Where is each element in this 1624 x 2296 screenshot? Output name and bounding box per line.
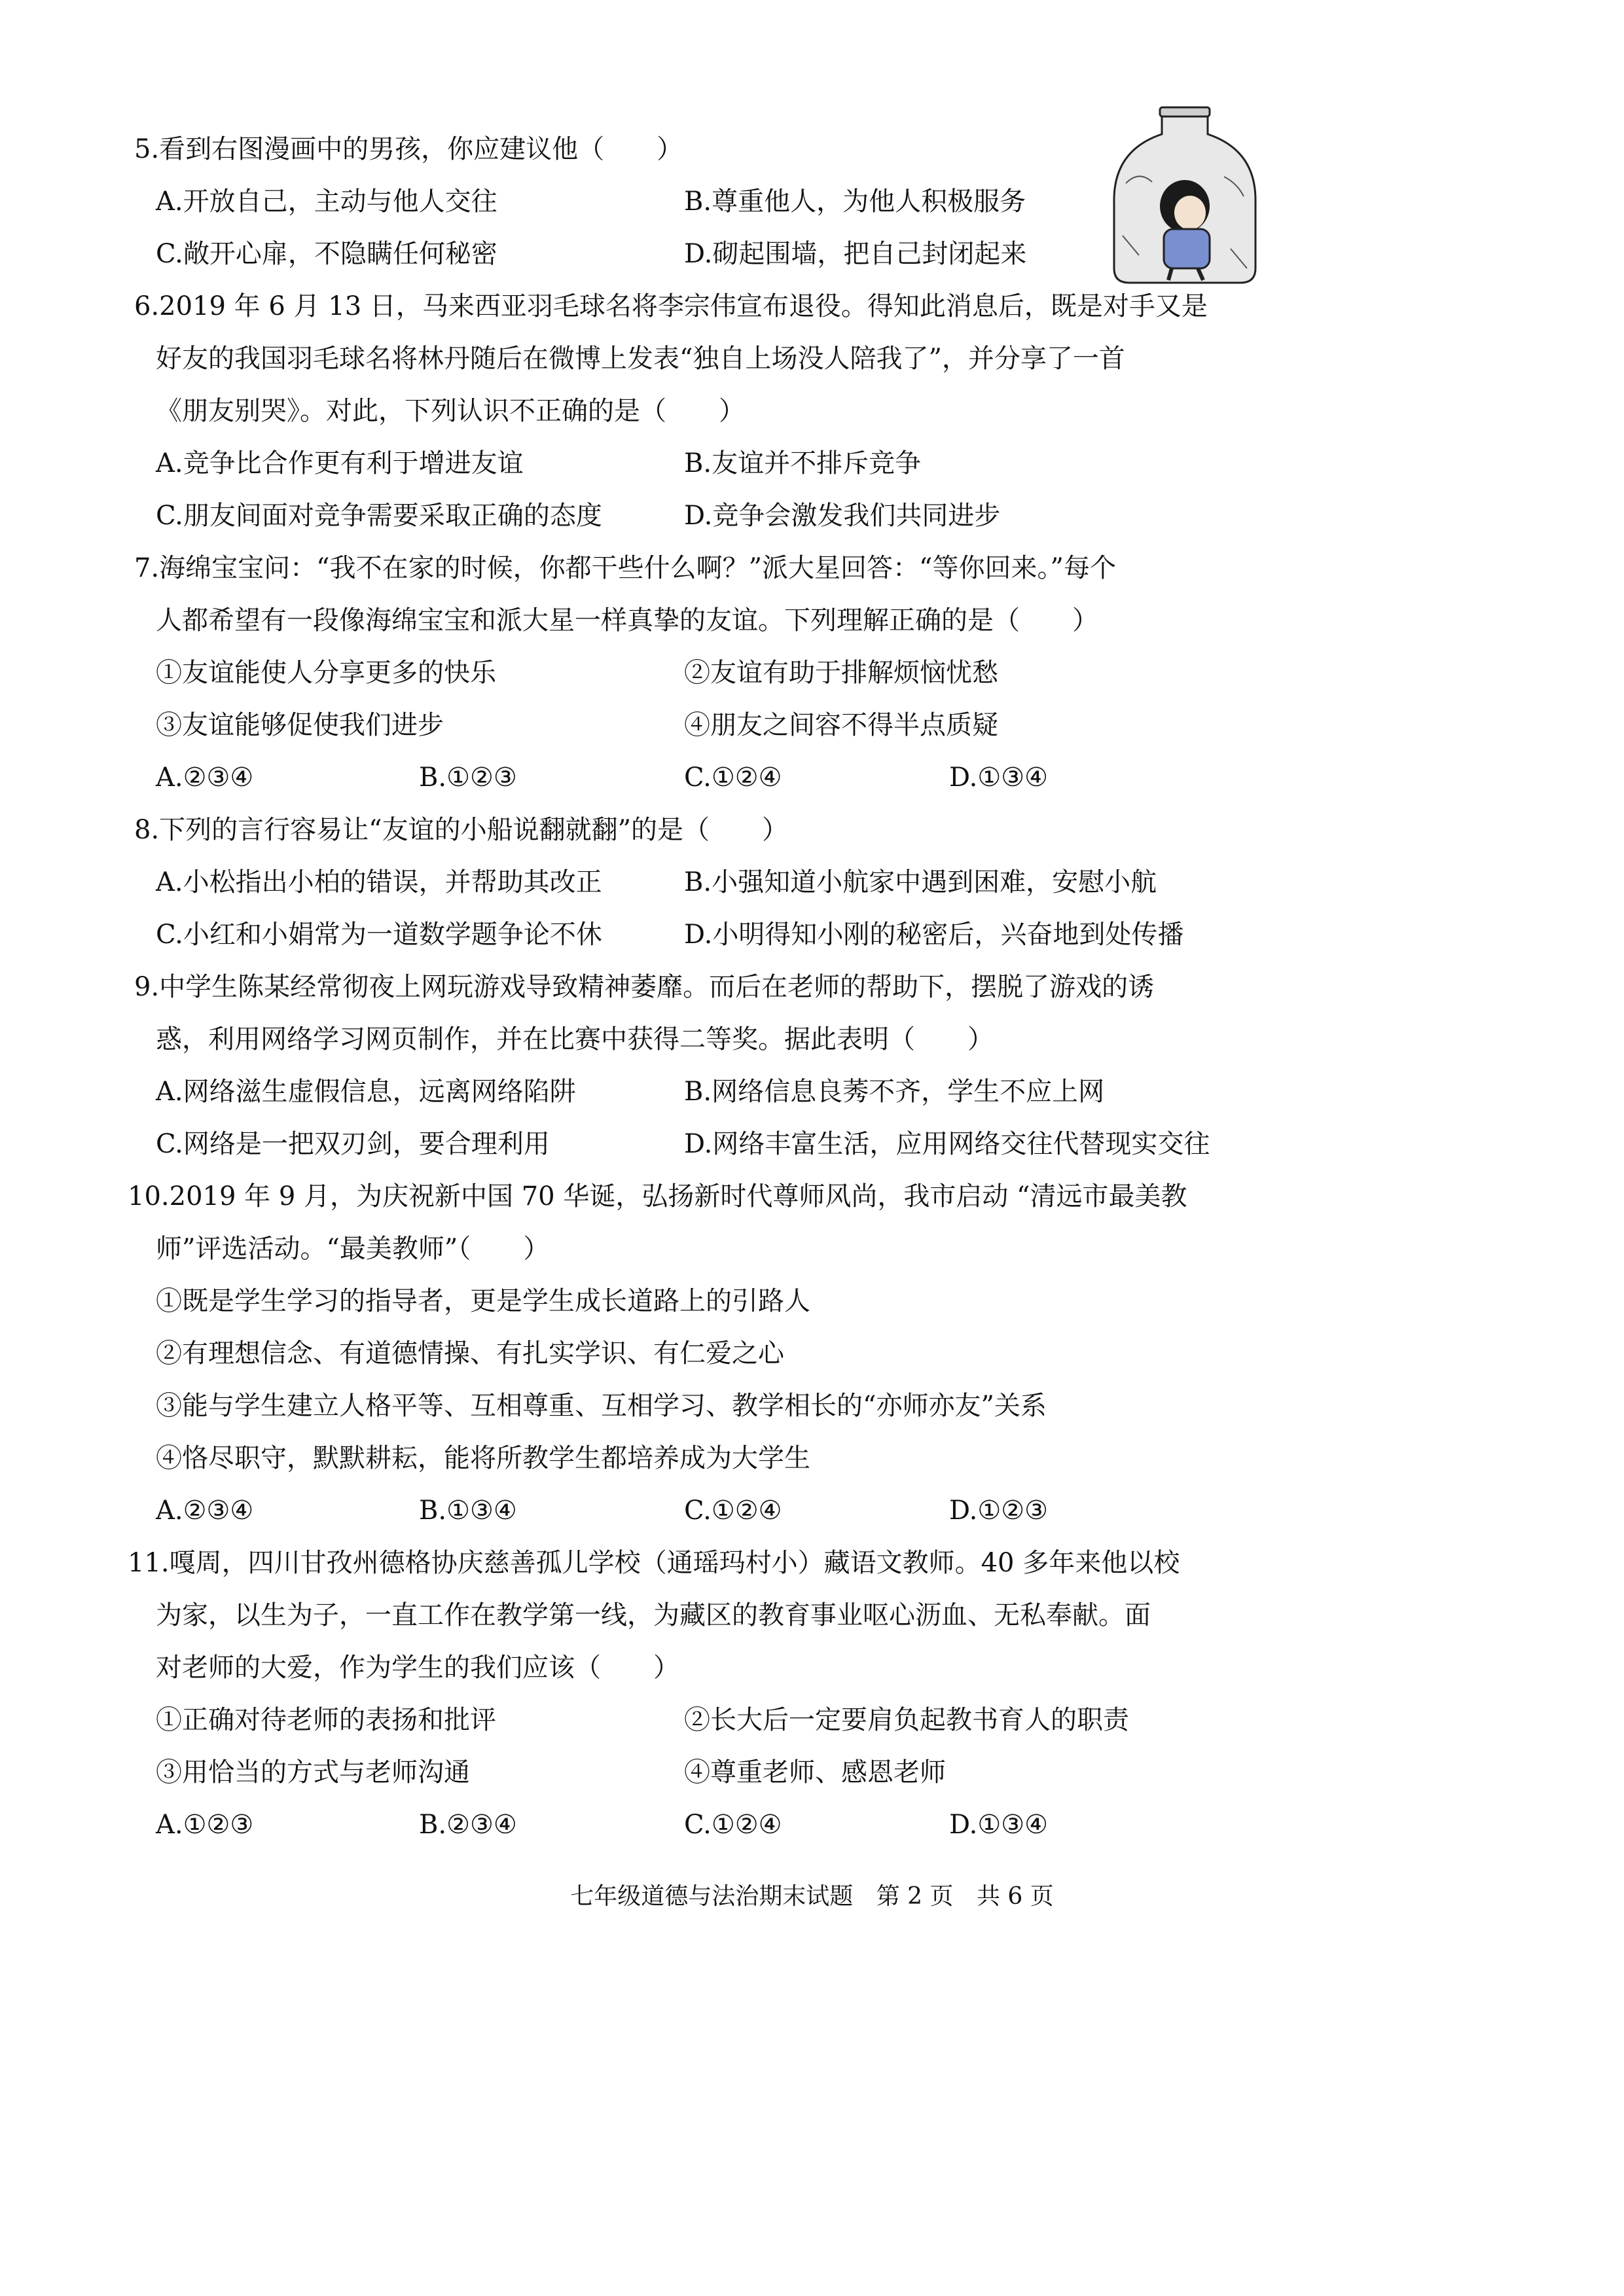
question-5-option-d: D.砌起围墙，把自己封闭起来: [684, 239, 1027, 269]
footer-page-number: 第 2 页: [876, 1883, 954, 1910]
question-8-option-d: D.小明得知小刚的秘密后，兴奋地到处传播: [684, 920, 1184, 950]
question-10-option-d: D.①②③: [949, 1496, 1048, 1526]
question-7-statement-2: ②友谊有助于排解烦恼忧愁: [684, 658, 998, 688]
question-8-stem: 8.下列的言行容易让“友谊的小船说翻就翻”的是（ ）: [134, 815, 789, 845]
question-11-stem-line-3: 对老师的大爱，作为学生的我们应该（ ）: [156, 1653, 679, 1683]
question-11-statement-1: ①正确对待老师的表扬和批评: [156, 1705, 496, 1735]
question-7-option-a: A.②③④: [156, 762, 254, 793]
question-9-option-a: A.网络滋生虚假信息，远离网络陷阱: [156, 1077, 576, 1107]
question-9-option-b: B.网络信息良莠不齐，学生不应上网: [684, 1077, 1105, 1107]
question-9-stem-line-2: 惑，利用网络学习网页制作，并在比赛中获得二等奖。据此表明（ ）: [156, 1024, 994, 1054]
question-5-option-b: B.尊重他人，为他人积极服务: [684, 187, 1026, 217]
question-7-statement-1: ①友谊能使人分享更多的快乐: [156, 658, 496, 688]
question-7-option-d: D.①③④: [949, 762, 1048, 793]
question-10-option-b: B.①③④: [419, 1496, 517, 1526]
question-6-stem-line-2: 好友的我国羽毛球名将林丹随后在微博上发表“独自上场没人陪我了”，并分享了一首: [156, 344, 1125, 374]
question-7-option-b: B.①②③: [419, 762, 517, 793]
question-6-option-c: C.朋友间面对竞争需要采取正确的态度: [156, 501, 602, 531]
question-10-option-c: C.①②④: [684, 1496, 782, 1526]
question-5-option-c: C.敞开心扉，不隐瞒任何秘密: [156, 239, 497, 269]
question-11-stem-line-2: 为家，以生为子，一直工作在教学第一线，为藏区的教育事业呕心沥血、无私奉献。面: [156, 1600, 1151, 1630]
footer-total-pages: 共 6 页: [976, 1883, 1054, 1910]
question-9-option-c: C.网络是一把双刃剑，要合理利用: [156, 1129, 550, 1159]
question-5-option-a: A.开放自己，主动与他人交往: [156, 187, 497, 217]
question-10-statement-4: ④恪尽职守，默默耕耘，能将所教学生都培养成为大学生: [156, 1443, 810, 1473]
question-6-option-d: D.竞争会激发我们共同进步: [684, 501, 1001, 531]
question-10-stem-line-2: 师”评选活动。“最美教师”（ ）: [156, 1234, 550, 1264]
question-10-statement-2: ②有理想信念、有道德情操、有扎实学识、有仁爱之心: [156, 1338, 784, 1369]
question-11-option-d: D.①③④: [949, 1810, 1048, 1840]
question-7-statement-4: ④朋友之间容不得半点质疑: [684, 710, 998, 740]
question-11-stem-line-1: 11.嘎周，四川甘孜州德格协庆慈善孤儿学校（通瑶玛村小）藏语文教师。40 多年来他以校: [128, 1548, 1180, 1578]
question-11-option-c: C.①②④: [684, 1810, 782, 1840]
question-5-stem: 5.看到右图漫画中的男孩，你应建议他（ ）: [134, 134, 683, 164]
question-10-stem-line-1: 10.2019 年 9 月，为庆祝新中国 70 华诞，弘扬新时代尊师风尚，我市启动 “清远市最美教: [128, 1181, 1187, 1211]
question-7-stem-line-2: 人都希望有一段像海绵宝宝和派大星一样真挚的友谊。下列理解正确的是（ ）: [156, 605, 1098, 636]
question-11-statement-4: ④尊重老师、感恩老师: [684, 1757, 946, 1787]
question-7-option-c: C.①②④: [684, 762, 782, 793]
footer-title: 七年级道德与法治期末试题: [570, 1883, 854, 1910]
question-7-stem-line-1: 7.海绵宝宝问：“我不在家的时候，你都干些什么啊？”派大星回答：“等你回来。”每个: [134, 553, 1116, 583]
question-6-option-b: B.友谊并不排斥竞争: [684, 448, 922, 478]
question-8-option-b: B.小强知道小航家中遇到困难，安慰小航: [684, 867, 1157, 897]
question-7-statement-3: ③友谊能够促使我们进步: [156, 710, 444, 740]
question-8-option-c: C.小红和小娟常为一道数学题争论不休: [156, 920, 602, 950]
question-10-statement-1: ①既是学生学习的指导者，更是学生成长道路上的引路人: [156, 1286, 810, 1316]
question-11-statement-3: ③用恰当的方式与老师沟通: [156, 1757, 470, 1787]
question-6-stem-line-1: 6.2019 年 6 月 13 日，马来西亚羽毛球名将李宗伟宣布退役。得知此消息后，既是对手又是: [134, 291, 1208, 321]
question-8-option-a: A.小松指出小柏的错误，并帮助其改正: [156, 867, 602, 897]
question-10-statement-3: ③能与学生建立人格平等、互相尊重、互相学习、教学相长的“亦师亦友”关系: [156, 1391, 1047, 1421]
question-9-stem-line-1: 9.中学生陈某经常彻夜上网玩游戏导致精神萎靡。而后在老师的帮助下，摆脱了游戏的诱: [134, 972, 1155, 1002]
page-footer: [0, 1878, 1624, 1915]
question-10-option-a: A.②③④: [156, 1496, 254, 1526]
boy-in-bottle-illustration: [1100, 105, 1270, 288]
question-11-option-a: A.①②③: [156, 1810, 254, 1840]
question-6-stem-line-3: 《朋友别哭》。对此，下列认识不正确的是（ ）: [156, 396, 745, 426]
question-11-option-b: B.②③④: [419, 1810, 517, 1840]
question-9-option-d: D.网络丰富生活，应用网络交往代替现实交往: [684, 1129, 1210, 1159]
question-11-statement-2: ②长大后一定要肩负起教书育人的职责: [684, 1705, 1129, 1735]
question-6-option-a: A.竞争比合作更有利于增进友谊: [156, 448, 524, 478]
